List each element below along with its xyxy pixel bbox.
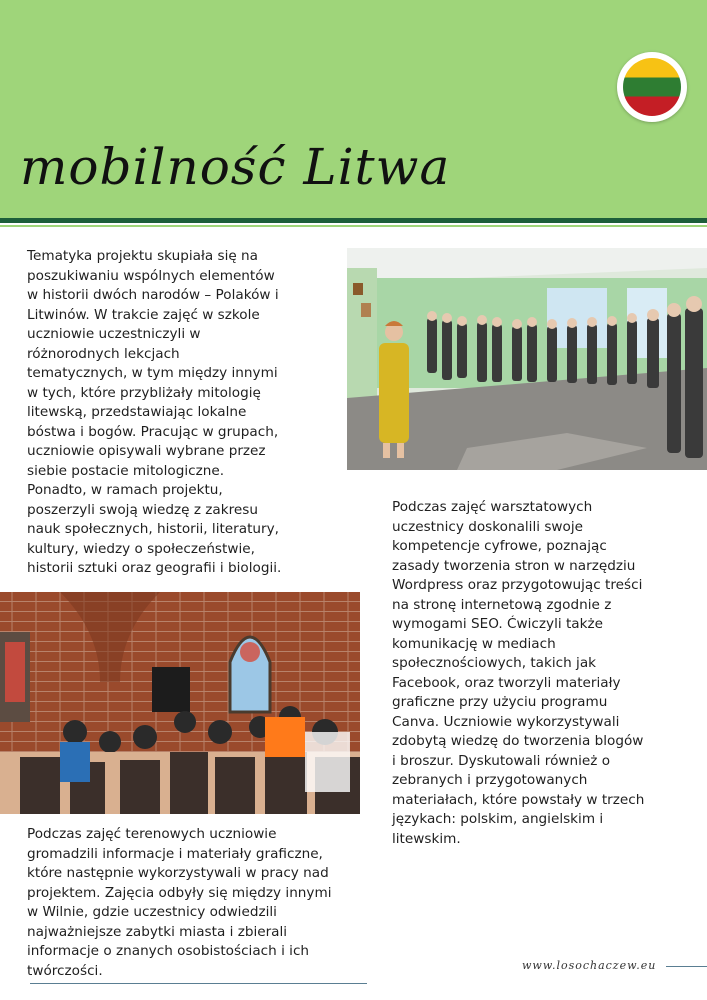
website-link[interactable]: www.losochaczew.eu: [522, 959, 657, 972]
workshops-paragraph: Podczas zajęć warsztatowych uczestnicy doskonalili swoje kompetencje cyfrowe, poznając zasady tworzenia stron w narzędziu Wordpress oraz przygotowując treści na stronę internetową zgodnie z wymogami SEO. Ćwiczyli także komunikację w mediach społecznościowych, takich jak Facebook, oraz tworzyli materiały graficzne przy użyciu programu Canva. Uczniowie wykorzystywali zdobytą wiedzę do tworzenia blogów i broszur. Dyskutowali również o zebranych i przygotowanych materiałach, które powstały w trzech językach: polskim, angielskim i litewskim.: [392, 499, 645, 847]
page-title: mobilność Litwa: [20, 138, 451, 196]
flag-stripes: [623, 58, 681, 116]
lithuania-flag-icon: [617, 52, 687, 122]
brick-hall-illustration: [0, 592, 360, 814]
footer-divider-right: [666, 966, 707, 967]
school-corridor-illustration: [347, 248, 707, 470]
field-trip-paragraph: Podczas zajęć terenowych uczniowie gromadzili informacje i materiały graficzne, które następnie wykorzystywali w pracy nad projektem. Zajęcia odbyły się między innymi w Wilnie, gdzie uczestnicy odwiedzili najważniejsze zabytki miasta i zbierali informacje o znanych osobistościach i ich twórczości.: [27, 826, 332, 979]
brick-hall-photo: [0, 592, 360, 814]
school-corridor-photo: [347, 248, 707, 470]
header-divider: [0, 218, 707, 223]
footer-divider-left: [30, 983, 367, 984]
intro-paragraph: Tematyka projektu skupiała się na poszukiwaniu wspólnych elementów w historii dwóch narodów – Polaków i Litwinów. W trakcie zajęć w szkole uczniowie uczestniczyli w różnorodnych lekcjach tematycznych, w tym między innymi w tych, które przybliżały mitologię litewską, przedstawiając lokalne bóstwa i bogów. Pracując w grupach, uczniowie opisywali wybrane przez siebie postacie mitologiczne. Ponadto, w ramach projektu, poszerzyli swoją wiedzę z zakresu nauk społecznych, historii, literatury, kultury, wiedzy o społeczeństwie, historii sztuki oraz geografii i biologii.: [27, 248, 282, 576]
header-divider-light: [0, 225, 707, 227]
